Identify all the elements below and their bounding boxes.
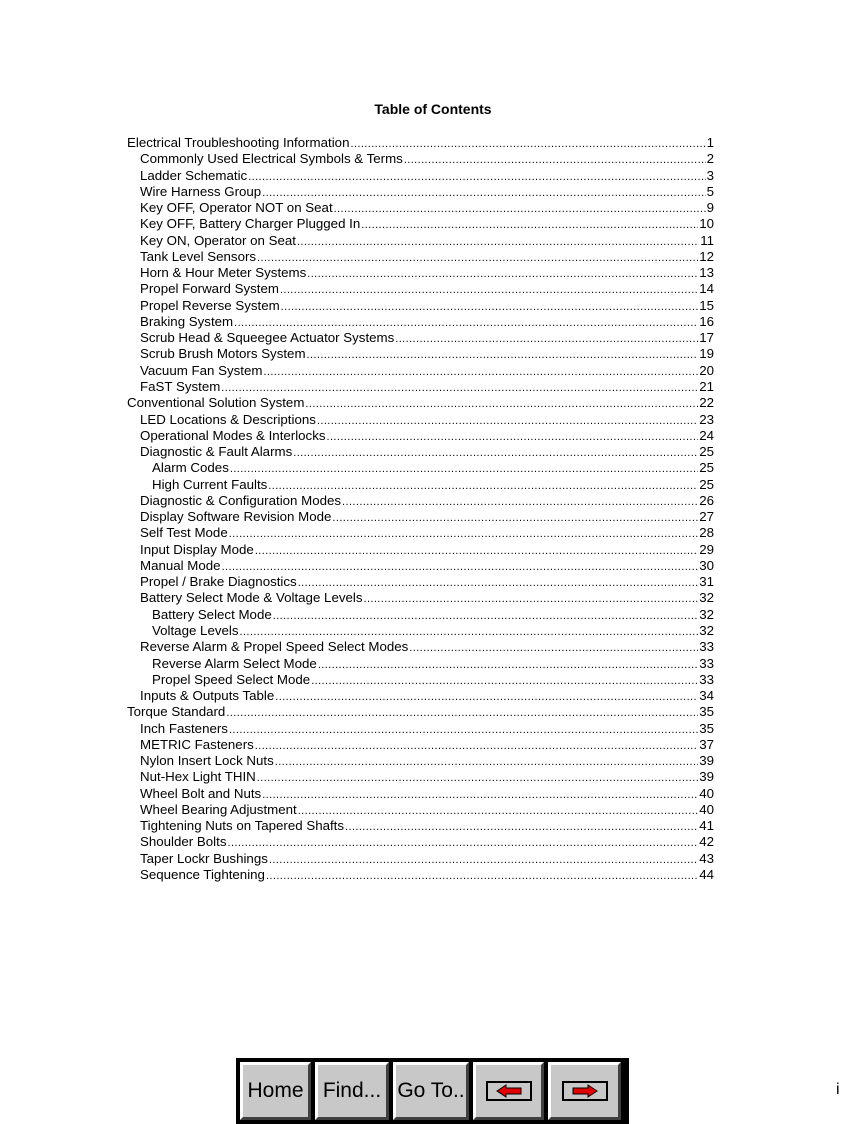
toc-entry-label: Input Display Mode xyxy=(140,541,254,557)
toc-entry-label: Propel Forward System xyxy=(140,281,279,297)
toc-leader-dots xyxy=(361,217,698,233)
toc-entry-label: Battery Select Mode & Voltage Levels xyxy=(140,590,363,606)
toc-entry-label: Diagnostic & Configuration Modes xyxy=(140,492,342,508)
toc-leader-dots xyxy=(297,234,699,250)
toc-entry-label: Wire Harness Group xyxy=(140,183,262,199)
toc-entry-label: Sequence Tightening xyxy=(140,866,265,882)
toc-entry[interactable] xyxy=(127,623,714,639)
toc-entry-page: 40 xyxy=(699,785,714,801)
toc-leader-dots xyxy=(229,722,698,738)
toc-entry[interactable] xyxy=(127,444,714,460)
toc-entry-page: 17 xyxy=(699,330,714,346)
toc-entry-page: 31 xyxy=(699,574,714,590)
toc-entry-label: Key OFF, Operator NOT on Seat xyxy=(140,200,333,216)
toc-entry-page: 25 xyxy=(699,444,714,460)
previous-page-button[interactable] xyxy=(473,1062,544,1120)
toc-entry[interactable] xyxy=(127,216,714,232)
toc-entry[interactable] xyxy=(127,135,714,151)
toc-entry[interactable] xyxy=(127,249,714,265)
toc-leader-dots xyxy=(268,478,698,494)
toc-entry-label: Taper Lockr Bushings xyxy=(140,850,268,866)
toc-entry[interactable] xyxy=(127,363,714,379)
toc-entry[interactable] xyxy=(127,265,714,281)
toc-entry-page: 30 xyxy=(699,557,714,573)
toc-entry-label: Inch Fasteners xyxy=(140,720,228,736)
find-button[interactable]: Find... xyxy=(315,1062,389,1120)
toc-entry-label: Reverse Alarm Select Mode xyxy=(152,655,317,671)
left-arrow-icon xyxy=(486,1081,532,1101)
toc-leader-dots xyxy=(298,803,699,819)
toc-leader-dots xyxy=(269,852,698,868)
toc-entry[interactable] xyxy=(127,574,714,590)
toc-entry-page: 26 xyxy=(699,492,714,508)
toc-leader-dots xyxy=(221,380,698,396)
toc-entry-page: 32 xyxy=(699,590,714,606)
toc-leader-dots xyxy=(226,705,698,721)
toc-entry-label: Inputs & Outputs Table xyxy=(140,688,275,704)
toc-leader-dots xyxy=(234,315,698,331)
toc-leader-dots xyxy=(395,331,698,347)
toc-entry-page: 13 xyxy=(699,265,714,281)
toc-leader-dots xyxy=(222,559,699,575)
toc-entry[interactable] xyxy=(127,737,714,753)
toc-entry[interactable] xyxy=(127,753,714,769)
toc-entry-page: 40 xyxy=(699,801,714,817)
toc-entry-page: 44 xyxy=(699,866,714,882)
toc-entry-page: 15 xyxy=(699,297,714,313)
toc-leader-dots xyxy=(317,413,698,429)
toc-entry-label: Nut-Hex Light THIN xyxy=(140,769,256,785)
toc-entry-label: Shoulder Bolts xyxy=(140,834,227,850)
toc-leader-dots xyxy=(275,754,698,770)
toc-entry-page: 28 xyxy=(699,525,714,541)
toc-leader-dots xyxy=(334,201,706,217)
toc-leader-dots xyxy=(404,152,706,168)
toc-entry-label: Propel / Brake Diagnostics xyxy=(140,574,297,590)
toc-entry-page: 29 xyxy=(699,541,714,557)
toc-entry-label: Tank Level Sensors xyxy=(140,248,257,264)
toc-leader-dots xyxy=(293,445,698,461)
toc-leader-dots xyxy=(262,787,698,803)
toc-entry-page: 9 xyxy=(706,200,714,216)
navigation-bar xyxy=(236,1058,629,1124)
toc-entry-page: 32 xyxy=(699,622,714,638)
toc-leader-dots xyxy=(342,494,698,510)
toc-entry[interactable] xyxy=(127,656,714,672)
toc-entry[interactable] xyxy=(127,233,714,249)
toc-leader-dots xyxy=(227,835,698,851)
toc-entry-label: Alarm Codes xyxy=(152,460,229,476)
toc-leader-dots xyxy=(275,689,698,705)
toc-entry[interactable] xyxy=(127,509,714,525)
toc-leader-dots xyxy=(229,526,698,542)
toc-leader-dots xyxy=(409,640,698,656)
toc-entry-label: METRIC Fasteners xyxy=(140,736,254,752)
toc-entry-page: 16 xyxy=(699,313,714,329)
toc-entry[interactable] xyxy=(127,590,714,606)
toc-entry[interactable] xyxy=(127,769,714,785)
toc-entry-page: 24 xyxy=(699,427,714,443)
toc-entry-page: 20 xyxy=(699,362,714,378)
toc-entry-page: 35 xyxy=(699,704,714,720)
toc-entry-label: Conventional Solution System xyxy=(127,395,305,411)
toc-leader-dots xyxy=(255,543,698,559)
right-arrow-icon xyxy=(562,1081,608,1101)
toc-leader-dots xyxy=(363,591,698,607)
toc-entry-page: 39 xyxy=(699,753,714,769)
toc-entry-label: Wheel Bearing Adjustment xyxy=(140,801,297,817)
toc-leader-dots xyxy=(263,364,698,380)
toc-leader-dots xyxy=(281,299,699,315)
toc-entry[interactable] xyxy=(127,672,714,688)
toc-entry[interactable] xyxy=(127,525,714,541)
toc-entry[interactable] xyxy=(127,200,714,216)
toc-entry-page: 3 xyxy=(706,167,714,183)
toc-entry-label: Braking System xyxy=(140,313,234,329)
toc-entry[interactable] xyxy=(127,493,714,509)
toc-entry-page: 19 xyxy=(699,346,714,362)
toc-entry-label: Scrub Brush Motors System xyxy=(140,346,306,362)
toc-leader-dots xyxy=(298,575,699,591)
toc-entry-label: Self Test Mode xyxy=(140,525,228,541)
toc-entry-label: Manual Mode xyxy=(140,557,221,573)
toc-leader-dots xyxy=(255,738,698,754)
toc-entry-label: High Current Faults xyxy=(152,476,268,492)
toc-leader-dots xyxy=(230,461,698,477)
toc-entry[interactable] xyxy=(127,428,714,444)
toc-entry-label: Scrub Head & Squeegee Actuator Systems xyxy=(140,330,395,346)
home-button[interactable]: Home xyxy=(240,1062,311,1120)
toc-entry-label: Voltage Levels xyxy=(152,622,239,638)
toc-entry-page: 21 xyxy=(699,378,714,394)
toc-entry[interactable] xyxy=(127,298,714,314)
toc-entry-page: 33 xyxy=(699,655,714,671)
toc-entry-label: FaST System xyxy=(140,378,221,394)
toc-entry[interactable] xyxy=(127,460,714,476)
toc-entry-page: 5 xyxy=(706,183,714,199)
toc-entry-label: Display Software Revision Mode xyxy=(140,509,332,525)
toc-entry[interactable] xyxy=(127,379,714,395)
page-number: i xyxy=(836,1081,840,1098)
toc-entry-page: 1 xyxy=(706,135,714,150)
toc-entry-page: 25 xyxy=(699,476,714,492)
toc-leader-dots xyxy=(332,510,698,526)
next-page-button[interactable] xyxy=(548,1062,621,1120)
toc-entry-label: Reverse Alarm & Propel Speed Select Modes xyxy=(140,639,409,655)
toc-entry[interactable] xyxy=(127,314,714,330)
toc-entry[interactable] xyxy=(127,281,714,297)
toc-entry-label: Diagnostic & Fault Alarms xyxy=(140,444,293,460)
toc-leader-dots xyxy=(327,429,699,445)
toc-entry[interactable] xyxy=(127,151,714,167)
toc-entry[interactable] xyxy=(127,786,714,802)
toc-entry-label: Ladder Schematic xyxy=(140,167,248,183)
toc-leader-dots xyxy=(318,657,698,673)
toc-entry-page: 37 xyxy=(699,736,714,752)
toc-entry-page: 2 xyxy=(706,151,714,167)
toc-entry-label: Nylon Insert Lock Nuts xyxy=(140,753,274,769)
toc-entry[interactable] xyxy=(127,542,714,558)
toc-entry-page: 12 xyxy=(699,248,714,264)
toc-leader-dots xyxy=(257,770,698,786)
toc-entry-label: Propel Speed Select Mode xyxy=(152,671,311,687)
toc-entry-page: 32 xyxy=(699,606,714,622)
toc-entry-page: 10 xyxy=(699,216,714,232)
toc-entry-page: 34 xyxy=(699,688,714,704)
toc-leader-dots xyxy=(280,282,698,298)
toc-leader-dots xyxy=(248,169,705,185)
toc-entry[interactable] xyxy=(127,412,714,428)
toc-leader-dots xyxy=(257,250,698,266)
toc-entry[interactable] xyxy=(127,867,714,883)
toc-entry-label: Battery Select Mode xyxy=(152,606,272,622)
toc-entry-page: 33 xyxy=(699,671,714,687)
toc-entry-page: 25 xyxy=(699,460,714,476)
toc-entry[interactable] xyxy=(127,607,714,623)
toc-entry-page: 43 xyxy=(699,850,714,866)
toc-entry[interactable] xyxy=(127,688,714,704)
toc-leader-dots xyxy=(307,266,698,282)
toc-leader-dots xyxy=(266,868,698,884)
toc-entry-page: 23 xyxy=(699,411,714,427)
toc-entry-label: Wheel Bolt and Nuts xyxy=(140,785,262,801)
toc-entry-page: 27 xyxy=(699,509,714,525)
toc-entry-page: 33 xyxy=(699,639,714,655)
toc-leader-dots xyxy=(307,347,699,363)
toc-entry-label: Key OFF, Battery Charger Plugged In xyxy=(140,216,361,232)
toc-entry-page: 35 xyxy=(699,720,714,736)
toc-entry-label: LED Locations & Descriptions xyxy=(140,411,316,427)
toc-entry[interactable] xyxy=(127,346,714,362)
toc-entry-label: Torque Standard xyxy=(127,704,226,720)
toc-entry-label: Propel Reverse System xyxy=(140,297,280,313)
toc-entry[interactable] xyxy=(127,639,714,655)
toc-entry[interactable] xyxy=(127,395,714,411)
toc-leader-dots xyxy=(262,185,705,201)
go-to-button[interactable]: Go To.. xyxy=(393,1062,469,1120)
toc-entry[interactable] xyxy=(127,184,714,200)
toc-entry[interactable] xyxy=(127,818,714,834)
toc-entry-label: Tightening Nuts on Tapered Shafts xyxy=(140,818,345,834)
toc-entry[interactable] xyxy=(127,330,714,346)
toc-entry-label: Commonly Used Electrical Symbols & Terms xyxy=(140,151,403,167)
toc-entry[interactable] xyxy=(127,168,714,184)
toc-entry-label: Operational Modes & Interlocks xyxy=(140,427,326,443)
toc-entry-page: 11 xyxy=(700,232,714,248)
toc-entry-label: Electrical Troubleshooting Information xyxy=(127,135,350,150)
toc-entry-page: 14 xyxy=(699,281,714,297)
toc-leader-dots xyxy=(345,819,698,835)
toc-leader-dots xyxy=(305,396,698,412)
table-of-contents xyxy=(127,135,714,883)
toc-entry[interactable] xyxy=(127,851,714,867)
toc-entry[interactable] xyxy=(127,834,714,850)
toc-entry[interactable] xyxy=(127,477,714,493)
toc-entry[interactable] xyxy=(127,558,714,574)
toc-leader-dots xyxy=(273,608,698,624)
toc-leader-dots xyxy=(350,136,705,152)
toc-entry-page: 39 xyxy=(699,769,714,785)
toc-entry-label: Vacuum Fan System xyxy=(140,362,263,378)
toc-leader-dots xyxy=(240,624,699,640)
page-title: Table of Contents xyxy=(374,101,492,117)
toc-entry-label: Horn & Hour Meter Systems xyxy=(140,265,307,281)
toc-leader-dots xyxy=(311,673,698,689)
toc-entry-page: 41 xyxy=(699,818,714,834)
toc-entry-label: Key ON, Operator on Seat xyxy=(140,232,296,248)
toc-entry[interactable] xyxy=(127,721,714,737)
toc-entry[interactable] xyxy=(127,704,714,720)
toc-entry-page: 22 xyxy=(699,395,714,411)
toc-entry[interactable] xyxy=(127,802,714,818)
toc-entry-page: 42 xyxy=(699,834,714,850)
